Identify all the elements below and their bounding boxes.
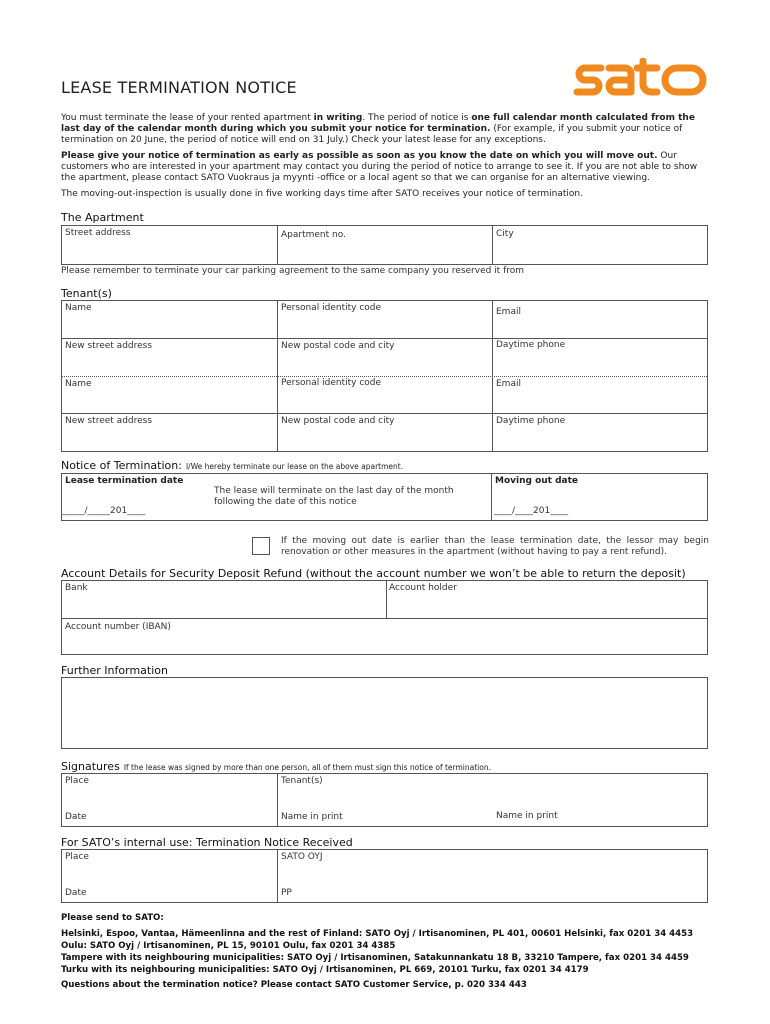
- lease-terminate-text: The lease will terminate on the last day of the month following the date of this notice: [214, 486, 454, 507]
- termination-heading: Notice of Termination: I/We hereby terminate our lease on the above apartment.: [61, 459, 404, 472]
- account-holder-field[interactable]: Account holder: [389, 583, 457, 593]
- parking-note: Please remember to terminate your car parking agreement to the same company you reserved it from: [61, 266, 525, 276]
- tenant2-new-street-field[interactable]: New street address: [65, 416, 153, 426]
- tenant2-email-field[interactable]: Email: [496, 379, 521, 389]
- tenant2-name-field[interactable]: Name: [65, 379, 92, 389]
- tenant1-pid-field[interactable]: Personal identity code: [281, 303, 382, 313]
- account-heading: Account Details for Security Deposit Refund (without the account number we won’t be able to return the deposit): [61, 567, 686, 580]
- checkbox-text: If the moving out date is earlier than the lease termination date, the lessor may begin renovation or other measures in the apartment (without having to pay a rent refund).: [281, 536, 709, 557]
- internal-box: [61, 849, 708, 903]
- lease-date-label: Lease termination date: [65, 476, 184, 486]
- tenants-heading: Tenant(s): [61, 287, 112, 300]
- footer-send: Please send to SATO:: [61, 913, 164, 923]
- sato-logo: [573, 58, 709, 98]
- name-in-print-1[interactable]: Name in print: [281, 812, 343, 822]
- footer-line-3: Tampere with its neighbouring municipalities: SATO Oyj / Irtisanominen, Satakunnankatu 18 B, 33210 Tampere, fax 0201 34 4459: [61, 953, 689, 963]
- signatures-heading: Signatures If the lease was signed by more than one person, all of them must sign this notice of termination.: [61, 760, 491, 773]
- signatures-box: [61, 773, 708, 827]
- tenant2-new-postal-field[interactable]: New postal code and city: [281, 416, 395, 426]
- tenant2-pid-field[interactable]: Personal identity code: [281, 378, 382, 388]
- intro-paragraph-2: Please give your notice of termination as early as possible as soon as you know the date on which you will move out. Our customers who are interested in your apartment may contact you during the period of notice to arrange to see it. If you are not able to show the apartment, please contact SATO Vuokraus ja myynti -office or a local agent so that we can organise for an alternative viewing.: [61, 151, 698, 183]
- further-info-textarea[interactable]: [61, 677, 708, 749]
- early-moveout-checkbox[interactable]: [252, 537, 270, 555]
- moving-date-input[interactable]: ____/____201____: [494, 506, 569, 516]
- tenant1-phone-field[interactable]: Daytime phone: [496, 340, 566, 350]
- internal-place-field[interactable]: Place: [65, 852, 89, 862]
- tenant1-new-postal-field[interactable]: New postal code and city: [281, 341, 395, 351]
- internal-date-field[interactable]: Date: [65, 888, 87, 898]
- iban-field[interactable]: Account number (IBAN): [65, 622, 171, 632]
- footer-questions: Questions about the termination notice? Please contact SATO Customer Service, p. 020 334 443: [61, 980, 527, 990]
- street-address-field[interactable]: Street address: [65, 228, 131, 238]
- footer-line-2: Oulu: SATO Oyj / Irtisanominen, PL 15, 90101 Oulu, fax 0201 34 4385: [61, 941, 396, 951]
- lease-date-box: [61, 473, 209, 521]
- bank-field[interactable]: Bank: [65, 583, 88, 593]
- tenant1-new-street-field[interactable]: New street address: [65, 341, 153, 351]
- internal-pp-field[interactable]: PP: [281, 888, 292, 898]
- tenant1-name-field[interactable]: Name: [65, 303, 92, 313]
- signature-date-field[interactable]: Date: [65, 812, 87, 822]
- tenant1-email-field[interactable]: Email: [496, 307, 521, 317]
- internal-heading: For SATO’s internal use: Termination Notice Received: [61, 836, 353, 849]
- moving-date-box: [491, 473, 708, 521]
- tenant2-phone-field[interactable]: Daytime phone: [496, 416, 566, 426]
- intro-paragraph-3: The moving-out-inspection is usually done in five working days time after SATO receives your notice of termination.: [61, 189, 583, 199]
- footer-line-4: Turku with its neighbouring municipalities: SATO Oyj / Irtisanominen, PL 669, 20101 Turku, fax 0201 34 4179: [61, 965, 589, 975]
- city-field[interactable]: City: [496, 229, 514, 239]
- footer-line-1: Helsinki, Espoo, Vantaa, Hämeenlinna and the rest of Finland: SATO Oyj / Irtisanominen, PL 401, 00601 Helsinki, fax 0201 34 4453: [61, 929, 694, 939]
- signature-tenants-field[interactable]: Tenant(s): [281, 776, 323, 786]
- apartment-no-field[interactable]: Apartment no.: [281, 230, 346, 240]
- internal-company: SATO OYJ: [281, 852, 323, 862]
- apartment-heading: The Apartment: [61, 211, 144, 224]
- signature-place-field[interactable]: Place: [65, 776, 89, 786]
- intro-paragraph-1: You must terminate the lease of your rented apartment in writing. The period of notice is one full calendar month calculated from the last day of the calendar month during which you submit your notice for termination. (For example, if you submit your notice of termination on 20 June, the period of notice will end on 31 July.) Check your latest lease for any exceptions.: [61, 113, 695, 145]
- account-box: [61, 580, 708, 655]
- tenants-box: [61, 300, 708, 452]
- further-heading: Further Information: [61, 664, 168, 677]
- moving-date-label: Moving out date: [495, 476, 579, 486]
- page-title: LEASE TERMINATION NOTICE: [61, 78, 297, 97]
- apartment-box: [61, 225, 708, 265]
- name-in-print-2[interactable]: Name in print: [496, 811, 558, 821]
- lease-date-input[interactable]: _____/_____201____: [62, 506, 146, 516]
